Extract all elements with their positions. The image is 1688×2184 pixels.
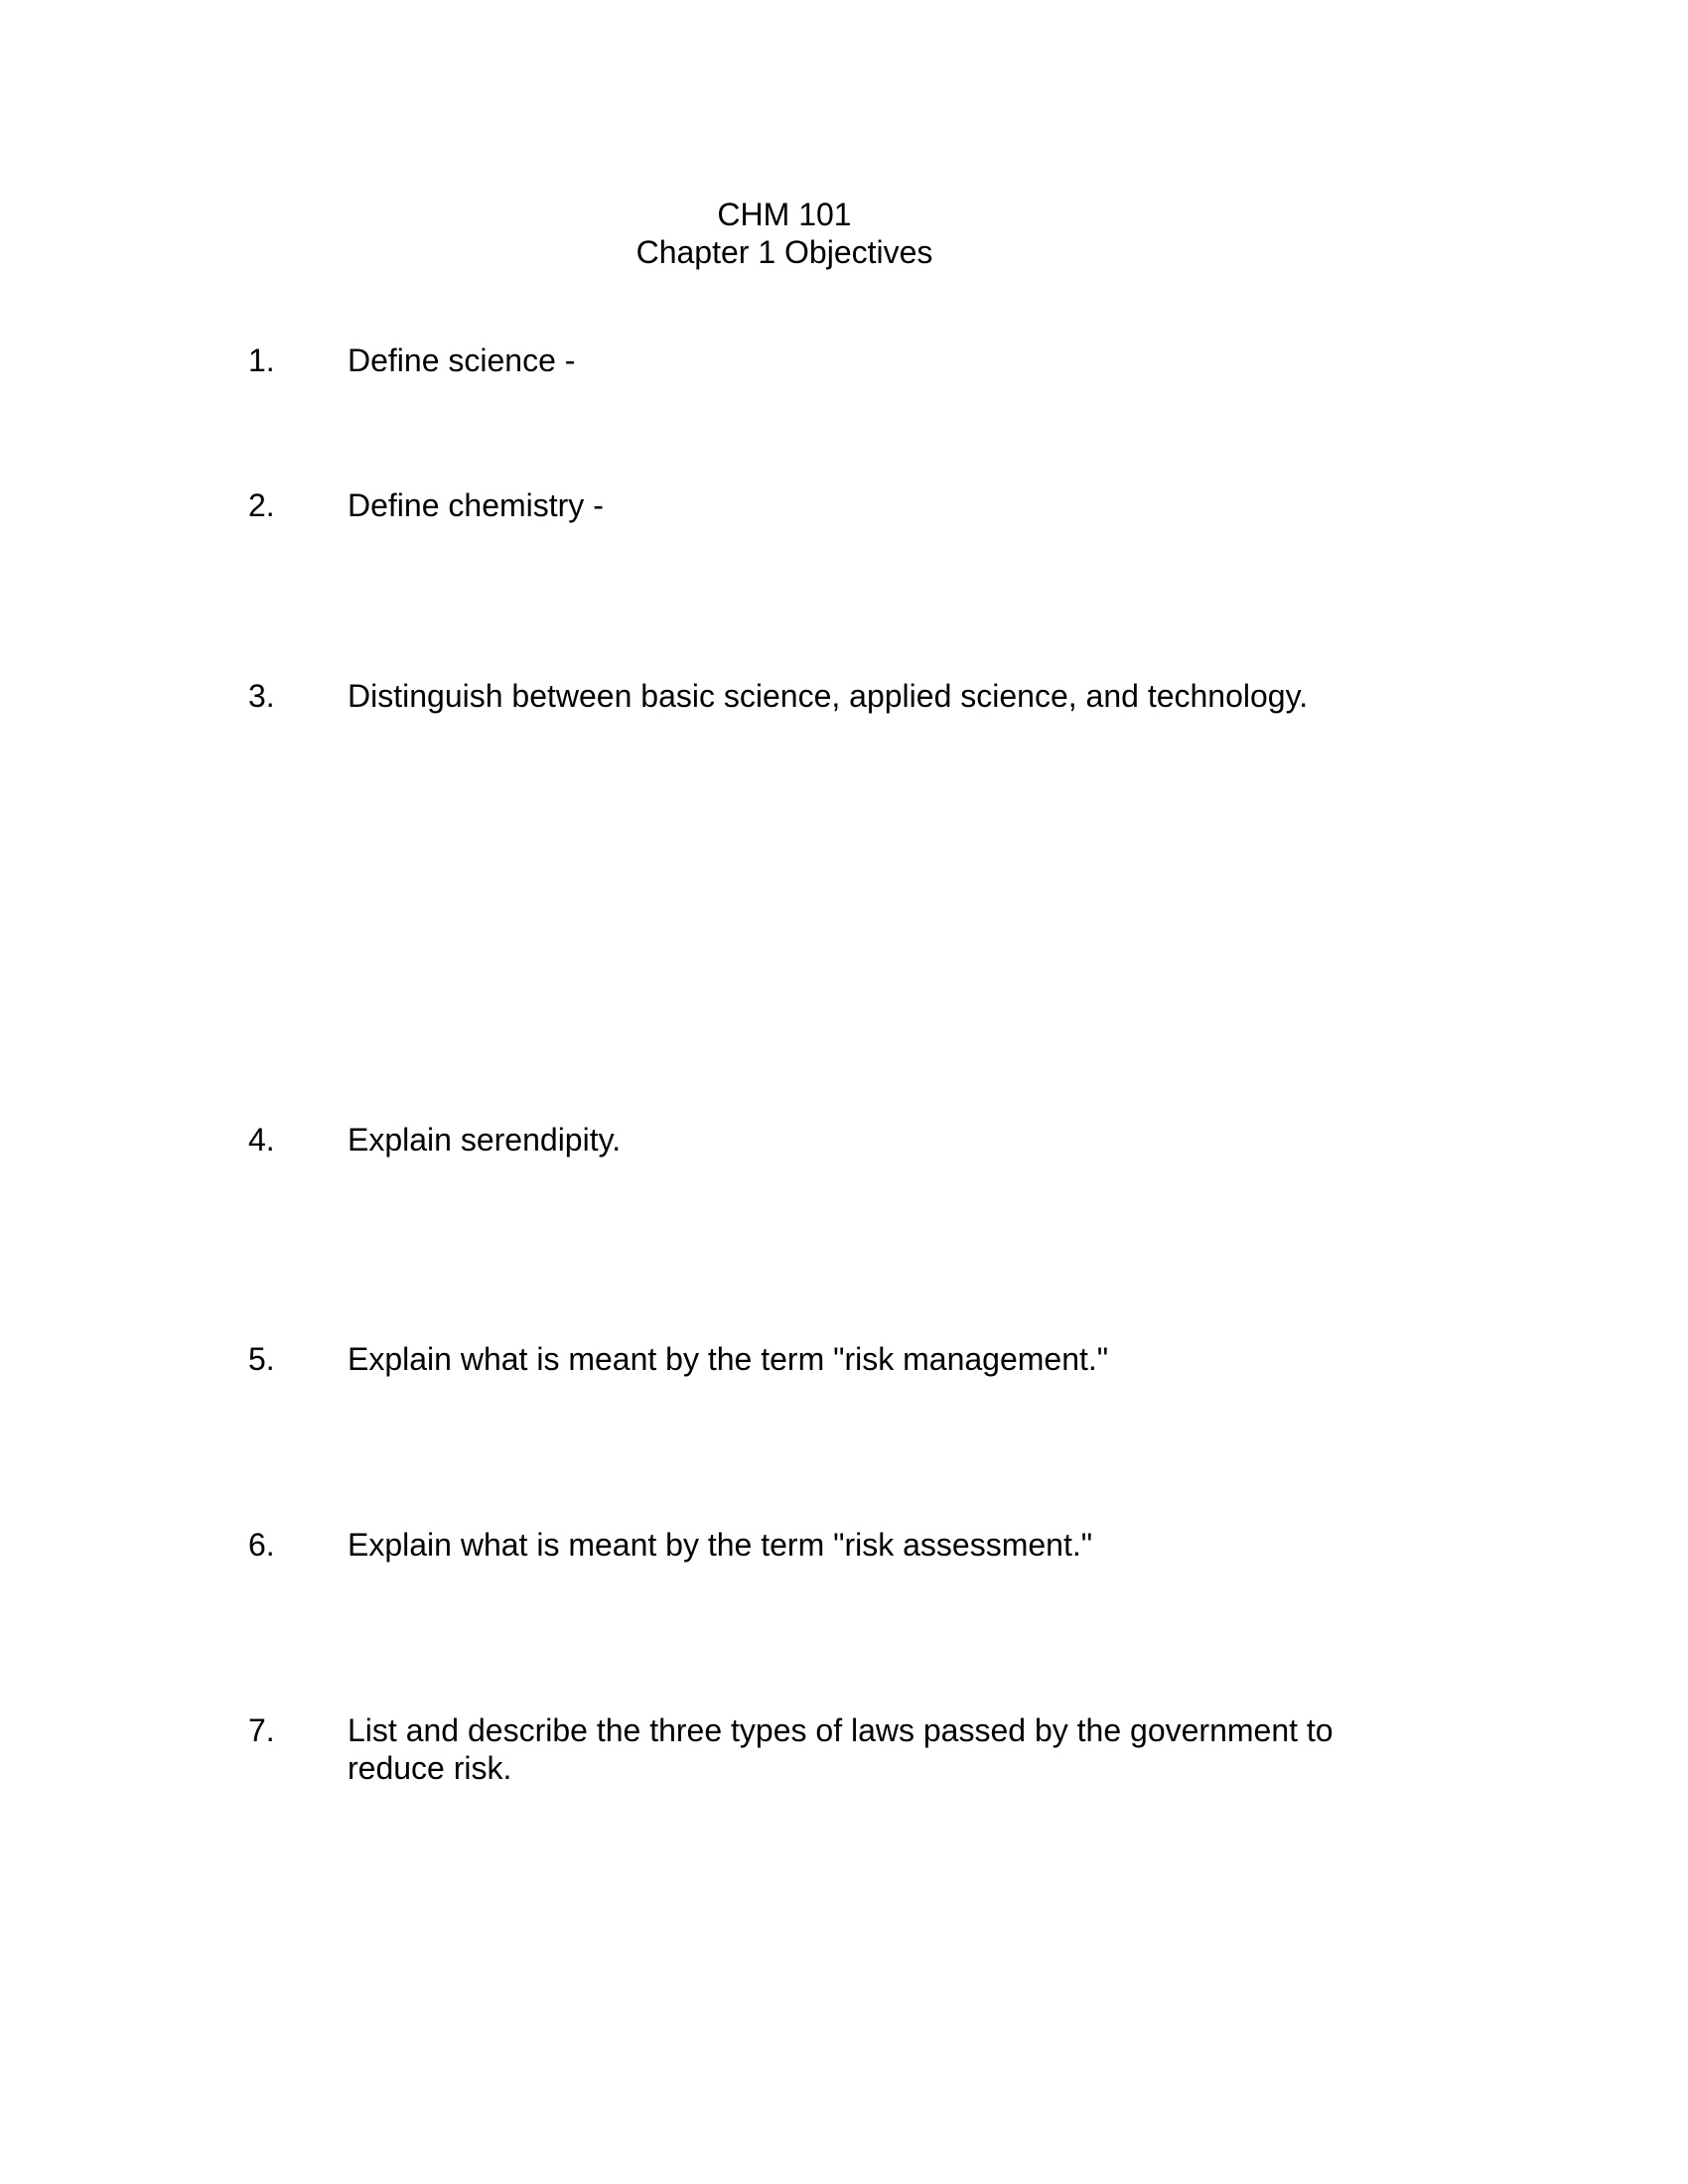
title-line-2: Chapter 1 Objectives <box>635 234 933 270</box>
item-number: 1. <box>248 342 275 378</box>
title-line-1: CHM 101 <box>717 197 852 232</box>
item-number: 5. <box>248 1341 275 1377</box>
objective-item-6 <box>248 1526 1430 1564</box>
item-number: 2. <box>248 487 275 523</box>
item-text: Explain what is meant by the term "risk management." <box>348 1341 1109 1377</box>
document-title <box>248 196 1321 271</box>
item-number: 7. <box>248 1712 275 1748</box>
objective-item-4 <box>248 1121 1430 1159</box>
item-text-line-2: reduce risk. <box>348 1750 512 1786</box>
objective-item-2 <box>248 486 1430 524</box>
item-text: Distinguish between basic science, applied science, and technology. <box>348 678 1309 714</box>
item-text <box>348 1711 1430 1787</box>
item-text: Explain serendipity. <box>348 1122 622 1158</box>
objective-item-3 <box>248 677 1430 715</box>
objective-item-1 <box>248 341 1430 379</box>
item-number: 3. <box>248 678 275 714</box>
item-text: Explain what is meant by the term "risk assessment." <box>348 1527 1093 1563</box>
objective-item-7 <box>248 1711 1430 1787</box>
item-number: 6. <box>248 1527 275 1563</box>
item-text: Define science - <box>348 342 576 378</box>
objective-item-5 <box>248 1340 1430 1378</box>
item-text: Define chemistry - <box>348 487 604 523</box>
item-number: 4. <box>248 1122 275 1158</box>
item-text-line-1: List and describe the three types of laws passed by the government to <box>348 1712 1334 1748</box>
